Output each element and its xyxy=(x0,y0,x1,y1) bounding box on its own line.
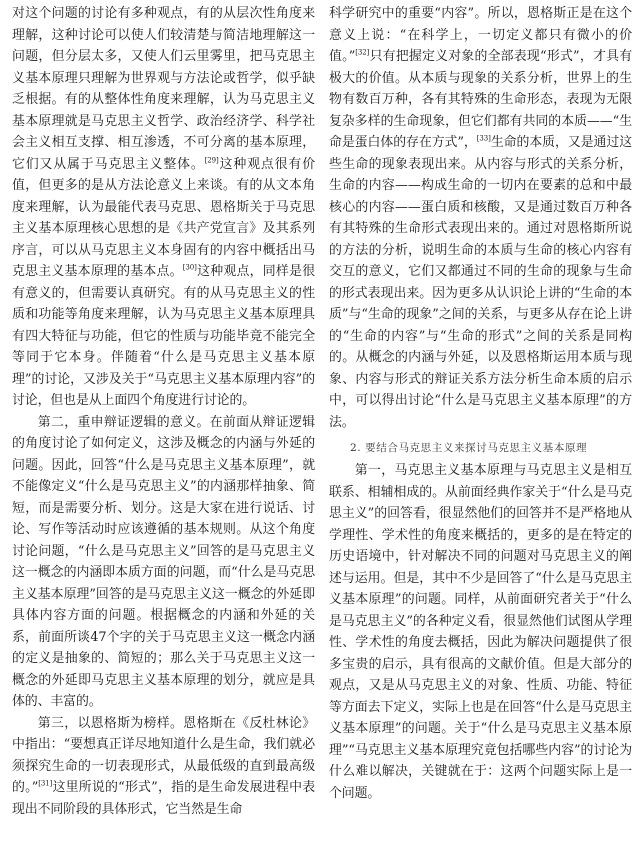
section-heading xyxy=(329,439,632,458)
right-column xyxy=(329,3,632,820)
left-column-paragraph xyxy=(12,713,315,821)
footnote-reference: [31] xyxy=(38,779,53,788)
paragraph-text: 这种观点很有价值，但更多的是从方法论意义上来谈。有的从文本角度来理解，认为最能代表马克思、恩格斯关于马克思主义基本原理核心思想的是《共产党宣言》及其系列序言，可以从马克思主义本身固有的内容中概括出马克思主义基本原理的基本点。 xyxy=(12,156,315,279)
two-column-body xyxy=(12,3,632,820)
paragraph-text: 第一，马克思主义基本原理与马克思主义是相互联系、相辅相成的。从前面经典作家关于“什么是马克思主义”的回答看，很显然他们的回答并不是严格地从学理性、学术性的角度来概括的，更多的是在特定的历史语境中，针对解决不同的问题对马克思主义的阐述与运用。但是，其中不少是回答了“什么是马克思主义基本原理”的问题。同样，从前面研究者关于“什么是马克思主义”的各种定义看，很显然他们试图从学理性、学术性的角度去概括，因此为解决问题提供了很多宝贵的启示，具有很高的文献价值。但是大部分的观点，又是从马克思主义的对象、性质、功能、特征等方面去下定义，实际上也是在回答“什么是马克思主义基本原理”的问题。关于“什么是马克思主义基本原理”“马克思主义基本原理究竟包括哪些内容”的讨论为什么难以解决，关键就在于：这两个问题实际上是一个问题。 xyxy=(329,463,632,801)
paragraph-text: 只有把握定义对象的全部表现“形式”，才具有极大的价值。从本质与现象的关系分析，世界上的生物有数百万种，各有其特殊的生命形态，表现为无限复杂多样的生命现象，但它们都有共同的本质——“生命是蛋白体的存在方式”， xyxy=(329,49,632,150)
right-column-paragraph xyxy=(329,3,632,433)
left-column-paragraph xyxy=(12,412,315,713)
right-column-paragraph xyxy=(329,460,632,804)
paragraph-text: 第二，重申辩证逻辑的意义。在前面从辩证逻辑的角度讨论了如何定义，这涉及概念的内涵与外延的问题。因此，回答“什么是马克思主义基本原理”，就不能像定义“什么是马克思主义”的内涵那样抽象、简短，而是需要分析、划分。这是大家在进行说话、讨论、写作等活动时应该遵循的基本规则。从这个角度讨论问题，“什么是马克思主义”回答的是马克思主义这一概念的内涵即本质方面的问题，而“什么是马克思主义基本原理”回答的是马克思主义这一概念的外延即具体内容方面的问题。根据概念的内涵和外延的关系，前面所谈47个字的关于马克思主义这一概念内涵的定义是抽象的、简短的；那么关于马克思主义这一概念的外延即马克思主义基本原理的划分，就应是具体的、丰富的。 xyxy=(12,414,315,709)
paragraph-text: 这种观点，同样是很有意义的，但需要认真研究。有的从马克思主义的性质和功能等角度来理解，认为马克思主义基本原理具有四大特征与功能，但它的性质与功能毕竟不能完全等同于它本身。伴随着“什么是马克思主义基本原理”的讨论，又涉及关于“马克思主义基本原理内容”的讨论，但也是从上面四个角度进行讨论的。 xyxy=(12,264,315,408)
footnote-reference: [32] xyxy=(355,48,370,57)
paragraph-text: 对这个问题的讨论有多种观点，有的从层次性角度来理解，这种讨论可以使人们较清楚与简洁地理解这一问题，但分层太多，又使人们云里雾里，把马克思主义基本原理只理解为世界观与方法论或哲学，似乎缺乏根据。有的从整体性角度来理解，认为马克思主义基本原理就是马克思主义哲学、政治经济学、科学社会主义相互支撑、相互渗透，不可分离的基本原理，它们又从属于马克思主义整体。 xyxy=(12,6,315,172)
paragraph-text: 生命的本质，又是通过这些生命的现象表现出来。从内容与形式的关系分析，生命的内容——构成生命的一切内在要素的总和中最核心的内容——蛋白质和核酸，又是通过数百万种各有其特殊的生命形式表现出来的。通过对恩格斯所说的方法的分析，说明生命的本质与生命的核心内容有交互的意义，它们又都通过不同的生命的现象与生命的形式表现出来。因为更多从认识论上讲的“生命的本质”与“生命的现象”之间的关系，与更多从存在论上讲的“生命的内容”与“生命的形式”之间的关系是同构的。从概念的内涵与外延，以及恩格斯运用本质与现象、内容与形式的辩证关系方法分析生命本质的启示中，可以得出讨论“什么是马克思主义基本原理”的方法。 xyxy=(329,135,633,430)
footnote-reference: [30] xyxy=(182,263,197,272)
paragraph-text: 这里所说的“形式”，指的是生命发展进程中表现出不同阶段的具体形式，它当然是生命 xyxy=(12,780,315,817)
footnote-reference: [29] xyxy=(204,156,219,165)
paragraph-text: 第三，以恩格斯为榜样。恩格斯在《反杜林论》中指出：“要想真正详尽地知道什么是生命，我们就必须探究生命的一切表现形式，从最低级的直到最高级的。” xyxy=(12,715,315,795)
footnote-reference: [33] xyxy=(476,134,491,143)
left-column-paragraph xyxy=(12,3,315,412)
left-column xyxy=(12,3,315,820)
paragraph-text: 2. 要结合马克思主义来探讨马克思主义基本原理 xyxy=(350,442,588,454)
paragraph-text: 科学研究中的重要“内容”。所以，恩格斯正是在这个意义上说：“在科学上，一切定义都只有微小的价值。” xyxy=(329,6,632,64)
